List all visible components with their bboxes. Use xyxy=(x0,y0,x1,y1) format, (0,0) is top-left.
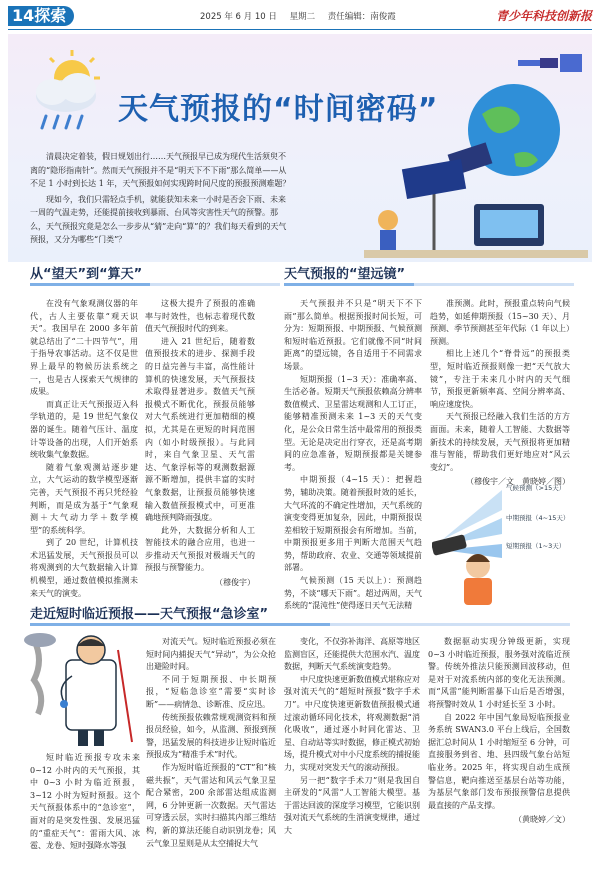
section-heading-nowcast xyxy=(30,606,570,624)
section-heading-telescope xyxy=(284,266,574,284)
paragraph: 作为短时临近预报的“CT”和“核磁共振”，天气雷达和风云气象卫星配合紧密，200 余部雷达组成监测网，6 分钟更新一次数据。天气雷达可穿透云层，实时扫描其内部三维结构，新的算法还能自动识别龙卷；风云气象卫星则是从太空捕捉大气 xyxy=(146,762,276,848)
article-column xyxy=(428,636,570,827)
article-column xyxy=(430,298,570,489)
article-column xyxy=(145,298,255,590)
paragraph: 进入 21 世纪后，随着数值预报技术的进步、探测手段的日益完善与丰富，高性能计算机的快速发展，天气预报技术取得显著进步。数值天气预报模式不断优化，预报员能够对大气系统进行更加精细的模拟，尤其是在更短的时间范围内（如小时级预报）。与此同时，来自气象卫星、天气雷达、气象浮标等的观测数据源源不断增加，提供丰富的实时气象数据，让预报员能够快速输入数值预报模式中，可更准确地预判降雨强度。 xyxy=(145,336,255,523)
paragraph: 中期预报（4~15 天）：把握趋势，辅助决策。随着预报时效的延长，大气环流的不确定性增加，天气系统的演变变得更加复杂，因此，中期预报误差相较于短期预报会有所增加。当前，中期预报更多用于判断大范围天气趋势，帮助政府、农业、交通等领域提前部署。 xyxy=(284,475,422,573)
paragraph: 传统预报依赖常规观测资料和预报员经验，如今，从监测、预报到预警，迅猛发展的科技进步让短时临近预报成为“精准手术”时代。 xyxy=(146,712,276,760)
section-underline xyxy=(30,283,150,286)
header-rule xyxy=(8,29,592,30)
paragraph: 另一把“数字手术刀”则是我国自主研发的“风雷”人工智能大模型。基于雷达回波的深度学习模型，它能识别强对流天气系统的生消演变规律，通过大 xyxy=(284,775,420,835)
newspaper-brand: 青少年科技创新报 xyxy=(495,9,592,23)
intro-paragraph: 清晨决定着装，假日规划出行……天气预报早已成为现代生活须臾不离的“隐形指南针”。然而天气预报并不是“明天下不下雨”那么简单——从不足 1 小时到长达 1 年，天气预报如何实现跨时间尺度的预报预测难题？ xyxy=(30,152,291,188)
paragraph: 此外，大数据分析和人工智能技术的融合应用，也进一步推动天气预报对极端天气的预报与预警能力。 xyxy=(145,525,255,573)
paragraph: 短时临近预报专攻未来 0~12 小时内的天气预报，其中 0~3 小时为临近预报，3~12 小时为短时预报。这个天气预报体系中的“急诊室”，面对的是突发性强、发展迅猛的“重症天气”：雷雨大风、冰雹、龙卷、短时强降水等强 xyxy=(30,753,140,851)
section-heading-wangtian xyxy=(30,266,280,284)
paragraph: 数据驱动实现分钟级更新，实现 0~3 小时临近预报，服务强对流临近预警。传统外推法只能预测回波移动，但是对于对流系统内部的变化无法预测。而“风雷”能判断雷暴下山后是否增强，将预警时效从 1 小时延长至 3 小时。 xyxy=(428,637,570,709)
paragraph: 这极大提升了预报的准确率与时效性，也标志着现代数值天气预报时代的到来。 xyxy=(145,299,255,334)
byline: （黄晓婷／文） xyxy=(514,815,570,825)
article-column xyxy=(284,298,422,613)
page-title: 天气预报的“时间密码” xyxy=(118,92,439,127)
weather-cloud-icon xyxy=(22,44,118,136)
paragraph: 中尺度快速更新数值模式堪称应对强对流天气的“超短时预报“数字手术刀”。中尺度快速更新数值预报模式通过滚动循环同化技术，将观测数据“消化吸收”，通过逐小时同化雷达、卫星、自动站等实时数据，修正模式初始场，提升模式对中小尺度系统的捕捉能力，实现对突发天气的滚动预报。 xyxy=(284,674,420,772)
feature-banner xyxy=(8,34,592,262)
article-column xyxy=(284,636,420,838)
weather-station-illustration xyxy=(364,44,588,258)
paragraph: 变化，不仅弥补海洋、高原等地区监测盲区，还能提供大范围水汽、温度数据，判断天气系统演变趋势。 xyxy=(284,637,420,672)
section-title: 从“望天”到“算天” xyxy=(30,267,143,282)
section-underline xyxy=(30,623,330,626)
header-meta xyxy=(200,10,406,22)
section-title: 天气预报的“望远镜” xyxy=(284,267,406,282)
page-number: 14 xyxy=(12,6,35,25)
paragraph: 气候预测（15 天以上）：预测趋势，不谈“哪天下雨”。超过两周，天气系统的“混沌性”使得逐日天气无法精 xyxy=(284,576,422,611)
page-header xyxy=(0,0,600,30)
paragraph: 相比上述几个“脊骨远”的预报类型，短时临近预报则像一把“天气放大镜”，专注于未来几小时内的天气细节，预报更新频率高、空间分辨率高、响应速度快。 xyxy=(430,349,570,409)
banner-intro xyxy=(30,150,292,249)
section-underline-tail xyxy=(150,283,280,286)
paragraph: 对流天气。短时临近预报必须在短时间内捕捉天气“异动”，为公众抢出避险时间。 xyxy=(146,637,276,672)
section-title: 走近短时临近预报——天气预报“急诊室” xyxy=(30,607,269,622)
issue-weekday: 星期二 xyxy=(289,12,316,22)
paragraph: 在没有气象观测仪器的年代，古人主要依靠“观天识天”。我国早在 2000 多年前就总结出了“二十四节气”，用于指导农事活动。这不仅是世界上最早的物候历法系统之一，也是古人探索天气规律的成果。 xyxy=(30,299,138,397)
section-underline-tail xyxy=(330,623,570,626)
intro-paragraph: 现如今，我们只需轻点手机，就能获知未来一小时是否会下雨、未来一周的气温走势，还能提前接收到暴雨、台风等灾害性天气的预警。那么，天气预报究竟是怎么一步步从“猜”走向“算”的？我们每天看到的天气预报，又分为哪些“门类”？ xyxy=(30,194,287,244)
weather-doctor-illustration xyxy=(22,630,138,746)
section-underline xyxy=(284,283,414,286)
telescope-label-medium: 中期预报（4~15天） xyxy=(506,514,570,522)
telescope-label-climate: 气候预测（>15天） xyxy=(506,484,566,492)
paragraph: 天气预报已经融入我们生活的方方面面。未来，随着人工智能、大数据等新技术的持续发展，天气预报将更加精准与智能，帮助我们更好地应对“风云变幻”。 xyxy=(430,412,570,472)
byline: （穆俊宇／文 黄晓婷／图） xyxy=(466,477,570,487)
paragraph: 天气预报并不只是“明天下不下雨”那么简单。根据预报时间长短，可分为：短期预报、中期预报、气候预测和短时临近预报。它们就像不同“时间距离”的望远镜，各自适用于不同需求场景。 xyxy=(284,299,422,371)
page-number-badge xyxy=(8,6,74,26)
telescope-label-short: 短期预报（1~3天） xyxy=(506,542,566,550)
article-column xyxy=(30,298,138,600)
section-name: 探索 xyxy=(34,6,67,25)
article-column xyxy=(30,752,140,853)
paragraph: 短期预报（1~3 天）：准确率高、生活必备。短期天气预报依赖高分辨率数值模式、卫星雷达观测和人工订正，能够精准预测未来 1~3 天的天气变化，是公众日常生活中最常用的预报类型。无论是决定出行穿衣，还是高考期间的应急准备，短期预报都是关键参考。 xyxy=(284,374,422,472)
paragraph: 自 2022 年中国气象局短临预报业务系统 SWAN3.0 平台上线后，全国数据汇总时间从 1 小时缩短至 6 分钟，可直接服务到省、地、县四级气象台站短临业务。2025 年，将实现自动生成预警信息，靶向推送至基层台站等功能，为基层气象部门发布预报预警信息提供最直接的产品支撑。 xyxy=(428,712,570,810)
paragraph: 而真正让天气预报迈入科学轨道的，是 19 世纪气象仪器的诞生。随着气压计、温度计等设备的出现，人们开始系统收集气象数据。 xyxy=(30,399,138,460)
paragraph: 随着气象观测站逐步建立，大气运动的数学模型逐渐完善，天气预报不再只凭经验判断，而是成为基于“气象观测＋大气动力学＋数学模型”的系统科学。 xyxy=(30,462,138,535)
byline: （穆俊宇） xyxy=(215,578,255,588)
paragraph: 到了 20 世纪，计算机技术迅猛发展，天气预报员可以将观测到的大气数据输入计算机模型，通过数值模拟推测未来天气的演变。 xyxy=(30,538,138,598)
paragraph: 准预测。此时，预报重点转向气候趋势，如延伸期预报（15~30 天）、月预测、季节预测甚至年代际（1 年以上）预测。 xyxy=(430,299,570,346)
paragraph: 不同于短期预报、中长期预报，“短临急诊室”需要“实时诊断”——病情急、诊断准、反应迅。 xyxy=(146,674,276,709)
issue-date: 2025 年 6 月 10 日 xyxy=(200,12,277,22)
section-underline-tail xyxy=(414,283,574,286)
telescope-figure xyxy=(432,470,572,605)
editor-credit: 责任编辑：南俊霞 xyxy=(327,12,396,22)
article-column xyxy=(146,636,276,850)
